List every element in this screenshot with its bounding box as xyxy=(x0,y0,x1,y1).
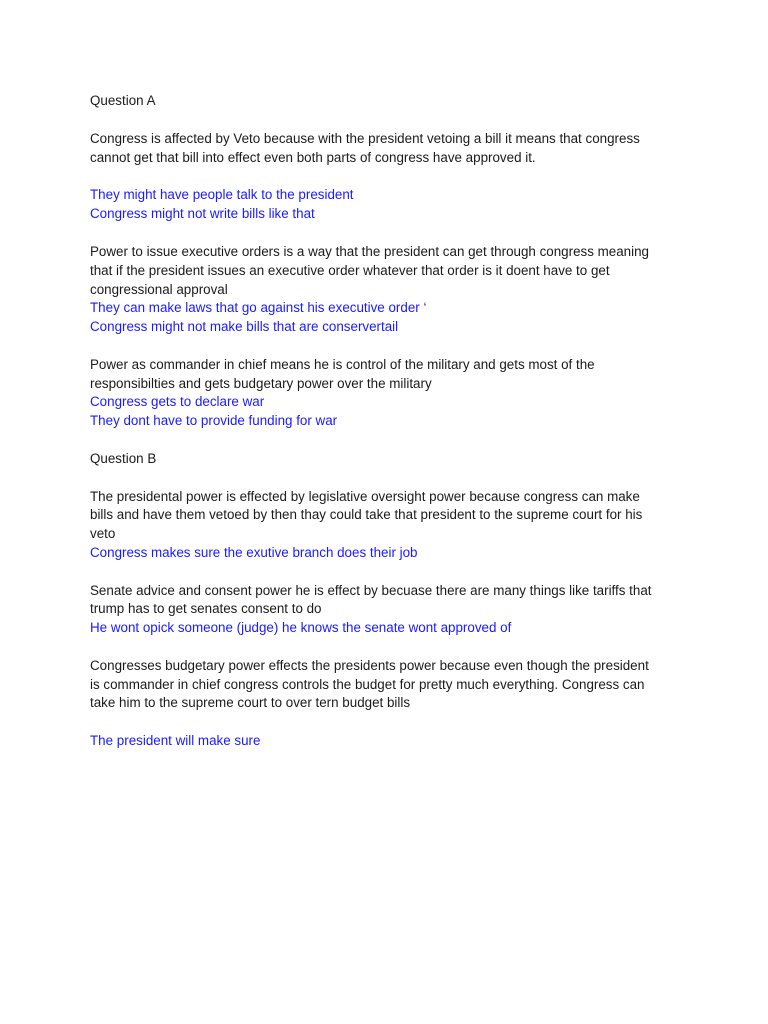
paragraph-line: Congresses budgetary power effects the presidents power because even though the president xyxy=(90,658,649,673)
answer-line: The president will make sure xyxy=(90,733,261,748)
paragraph-line: that if the president issues an executive order whatever that order is it doent have to get xyxy=(90,263,610,278)
paragraph-line: Congress is affected by Veto because with the president vetoing a bill it means that congress xyxy=(90,131,640,146)
paragraph-line: bills and have them vetoed by then thay could take that president to the supreme court for his xyxy=(90,507,643,522)
answer-line: Congress might not make bills that are conservertail xyxy=(90,319,399,334)
paragraph-line: responsibilties and gets budgetary power over the military xyxy=(90,376,432,391)
heading-question-a: Question A xyxy=(90,93,156,108)
paragraph-line: cannot get that bill into effect even both parts of congress have approved it. xyxy=(90,150,536,165)
paragraph-line: Power as commander in chief means he is control of the military and gets most of the xyxy=(90,357,595,372)
answer-line: Congress might not write bills like that xyxy=(90,206,315,221)
heading-question-b: Question B xyxy=(90,451,157,466)
paragraph-line: Power to issue executive orders is a way that the president can get through congress meaning xyxy=(90,244,650,259)
answer-line: They can make laws that go against his executive order ‘ xyxy=(90,300,427,315)
paragraph-line: Senate advice and consent power he is effect by becuase there are many things like tariffs that xyxy=(90,583,652,598)
paragraph-line: congressional approval xyxy=(90,282,228,297)
answer-line: They might have people talk to the president xyxy=(90,187,354,202)
paragraph-line: The presidental power is effected by legislative oversight power because congress can make xyxy=(90,489,640,504)
answer-line: Congress gets to declare war xyxy=(90,394,265,409)
paragraph-line: trump has to get senates consent to do xyxy=(90,601,322,616)
answer-line: They dont have to provide funding for war xyxy=(90,413,338,428)
answer-line: He wont opick someone (judge) he knows the senate wont approved of xyxy=(90,620,512,635)
paragraph-line: veto xyxy=(90,526,116,541)
paragraph-line: is commander in chief congress controls the budget for pretty much everything. Congress can xyxy=(90,677,645,692)
paragraph-line: take him to the supreme court to over tern budget bills xyxy=(90,695,411,710)
answer-line: Congress makes sure the exutive branch does their job xyxy=(90,545,418,560)
